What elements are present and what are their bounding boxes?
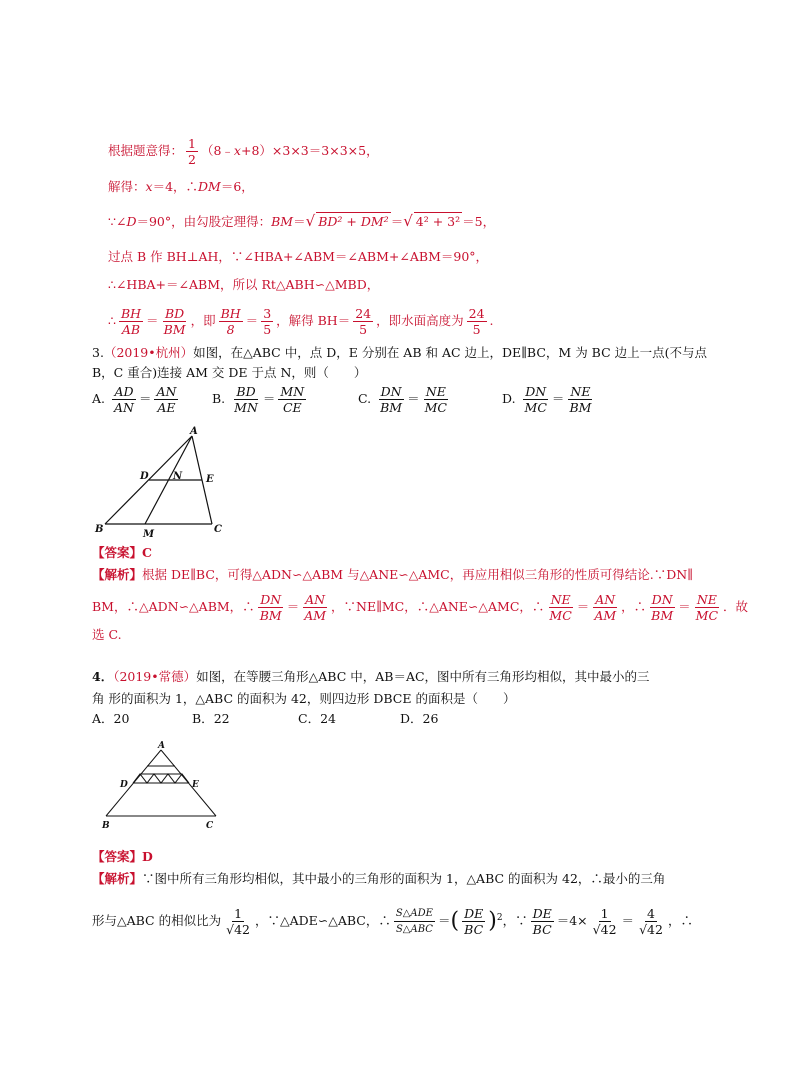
numerator: BH — [220, 306, 241, 321]
text: ＝ — [293, 214, 306, 229]
analysis-text: ．故 — [723, 599, 749, 614]
solution-line-6: ∴ $\frac{BH}{AB}$ ＝ $\frac{BD}{BM}$ ，即 $\frac{BH}{8}$ ＝ $\frac{3}{5}$ ，解得 BH＝ $\frac{24}{5}$ ，即水面高度为 $\frac{24}{5}$ . — [108, 306, 494, 337]
denominator: S△ABC — [395, 924, 433, 935]
numerator: S△ADE — [394, 906, 435, 922]
denominator: MN — [234, 400, 258, 415]
numerator: BH — [120, 306, 142, 321]
label-d: D — [140, 471, 149, 482]
analysis-text: ＝4× — [556, 913, 588, 928]
question-source: （2019•杭州） — [103, 345, 194, 360]
numerator: 1 — [234, 906, 243, 921]
denominator: MC — [424, 400, 447, 415]
fraction — [119, 306, 143, 337]
analysis-text: ，∴ — [667, 913, 693, 928]
numerator: BD — [236, 384, 256, 399]
option-label: D． — [400, 711, 423, 726]
text: +8）×3×3＝3×3×5， — [240, 143, 379, 158]
q4-answer — [92, 848, 153, 866]
radicand: 4² + 3² — [415, 214, 461, 229]
denominator: 5 — [359, 322, 368, 337]
label-b: B — [95, 524, 104, 535]
denominator: √42 — [639, 922, 663, 937]
q4-option-b[interactable] — [192, 710, 230, 728]
q3-option-a[interactable]: A. $\frac{AD}{AN}$ ＝ $\frac{AN}{AE}$ — [92, 384, 177, 415]
radicand: BD² + DM² — [318, 214, 389, 229]
radical-sign: √ — [403, 212, 413, 230]
denominator: √42 — [226, 922, 250, 937]
denominator: MC — [549, 608, 572, 623]
option-label: A. — [92, 391, 106, 406]
label-n: N — [173, 471, 183, 482]
q3-answer — [92, 544, 152, 562]
question-number: 3. — [92, 345, 104, 360]
numerator: AN — [156, 384, 177, 399]
q3-analysis-line-2: BM，∴△ADN∽△ABM，∴ $\frac{DN}{BM}$ ＝ $\frac{AN}{AM}$ ，∵NE∥MC，∴△ANE∽△AMC，∴ $\frac{NE}{MC}$ ＝ $\frac{AN}{AM}$ ，∴ $\frac{DN}{BM}$ ＝ $\frac{NE}{MC}$ ．故 — [92, 592, 749, 623]
option-value: 22 — [213, 711, 230, 726]
q4-option-d[interactable] — [400, 710, 438, 728]
q4-analysis-line-1 — [92, 870, 665, 888]
numerator: 1 — [188, 136, 196, 151]
q4-analysis-line-2: 形与△ABC 的相似比为 $\frac{1}{√42}$ ，∵△ADE∽△ABC，∴ $\frac{\text{S△ADE}}{\text{S△ABC}}$ ＝( $\frac{DE}{BC}$ )$^2$，∵ $\frac{DE}{BC}$ ＝4× $\frac{1}{√42}$ ＝ $\frac{4}{√42}$ ，∴ — [92, 906, 693, 937]
text: ，解得 BH＝ — [276, 313, 351, 328]
analysis-text: ，∵△ADE∽△ABC，∴ — [254, 913, 391, 928]
paren-close: ) — [488, 908, 497, 934]
denominator: 8 — [226, 322, 235, 337]
text: 过点 B 作 BH⊥AH，∵∠HBA+∠ABM＝∠ABM+∠ABM＝90°， — [108, 249, 489, 264]
fraction-half — [186, 136, 198, 167]
label-a: A — [158, 741, 165, 751]
denominator: 5 — [263, 322, 272, 337]
q3-stem-line-2 — [92, 364, 366, 382]
analysis-text: 形与△ABC 的相似比为 — [92, 913, 222, 928]
label-c: C — [214, 524, 222, 535]
label-e: E — [206, 474, 214, 485]
text: ∴∠HBA+＝∠ABM，所以 Rt△ABH∽△MBD， — [108, 277, 380, 292]
paren-open: ( — [450, 908, 460, 934]
option-label: B． — [192, 711, 214, 726]
q3-analysis-line-1 — [92, 566, 693, 584]
q4-triangle-figure — [96, 738, 226, 834]
analysis-text: ，∵ — [502, 913, 528, 928]
text: 解得： — [108, 179, 146, 194]
solution-line-4 — [108, 248, 488, 266]
fraction — [154, 384, 178, 415]
option-value: 20 — [113, 711, 130, 726]
numerator: DN — [525, 384, 547, 399]
question-source: （2019•常德） — [113, 669, 197, 684]
denominator: BM — [259, 608, 282, 623]
fraction — [592, 592, 618, 623]
question-number: 4． — [92, 669, 114, 684]
text: 根据题意得： — [108, 143, 184, 158]
denominator: MC — [695, 608, 719, 623]
denominator: BM — [569, 400, 592, 415]
text: ＝90°，由勾股定理得： — [136, 214, 272, 229]
fraction — [591, 906, 619, 937]
analysis-text: ∵图中所有三角形均相似，其中最小的三角形的面积为 1，△ABC 的面积为 42，∴最小的三角 — [142, 871, 666, 886]
fraction — [112, 384, 136, 415]
numerator: AN — [595, 592, 616, 607]
denominator: AN — [114, 400, 134, 415]
numerator: DE — [464, 906, 484, 921]
question-text: B，C 重合)连接 AM 交 DE 于点 N，则（ ） — [92, 365, 367, 380]
numerator: NE — [425, 384, 446, 399]
q3-option-d[interactable]: D. $\frac{DN}{MC}$ ＝ $\frac{NE}{BM}$ — [502, 384, 592, 415]
label-c: C — [206, 821, 214, 831]
numerator: DN — [380, 384, 402, 399]
q4-option-a[interactable] — [92, 710, 129, 728]
q4-stem-line-1 — [92, 668, 650, 686]
option-label: C． — [298, 711, 321, 726]
q4-options — [92, 710, 492, 728]
variable: x — [233, 143, 241, 158]
text: （8﹣ — [200, 143, 234, 158]
fraction — [378, 384, 404, 415]
fraction — [467, 306, 487, 337]
question-text: 如图，在等腰三角形△ABC 中，AB＝AC，图中所有三角形均相似，其中最小的三 — [196, 669, 650, 684]
denominator: MC — [524, 400, 547, 415]
analysis-text: BM，∴△ADN∽△ABM，∴ — [92, 599, 255, 614]
question-text: 角 形的面积为 1，△ABC 的面积为 42，则四边形 DBCE 的面积是（ ） — [92, 691, 516, 706]
solution-line-5 — [108, 276, 379, 294]
q3-stem-line-1 — [92, 344, 707, 362]
fraction — [523, 384, 549, 415]
denominator: BC — [532, 922, 552, 937]
q3-option-c[interactable]: C. $\frac{DN}{BM}$ ＝ $\frac{NE}{MC}$ — [358, 384, 447, 415]
numerator: DN — [260, 592, 282, 607]
fraction — [462, 906, 485, 937]
denominator: AM — [304, 608, 327, 623]
denominator: BC — [464, 922, 484, 937]
variable: D — [126, 214, 137, 229]
fraction — [423, 384, 449, 415]
numerator: NE — [696, 592, 717, 607]
analysis-text: 选 C. — [92, 627, 122, 642]
q4-option-c[interactable] — [298, 710, 336, 728]
radical-sign: √ — [305, 212, 316, 230]
analysis-text: ，∴ — [621, 599, 647, 614]
q3-analysis-line-3 — [92, 626, 122, 644]
text: ，即水面高度为 — [376, 313, 464, 328]
answer-tag: 【答案】 — [92, 545, 143, 560]
fraction — [302, 592, 328, 623]
text: ＝5， — [462, 214, 496, 229]
numerator: AN — [305, 592, 326, 607]
fraction — [547, 592, 573, 623]
label-e: E — [192, 780, 199, 790]
answer-value: C — [142, 545, 152, 560]
numerator: 3 — [263, 306, 272, 321]
solution-line-2 — [108, 178, 254, 196]
denominator: AE — [157, 400, 176, 415]
variable: DM — [198, 179, 221, 194]
denominator: AM — [594, 608, 617, 623]
q3-option-b[interactable]: B. $\frac{BD}{MN}$ ＝ $\frac{MN}{CE}$ — [212, 384, 305, 415]
numerator: 1 — [600, 906, 609, 921]
fraction — [649, 592, 675, 623]
fraction — [162, 306, 188, 337]
denominator: BM — [651, 608, 674, 623]
denominator: BM — [380, 400, 403, 415]
numerator: NE — [550, 592, 571, 607]
analysis-text: 根据 DE∥BC，可得△ADN∽△ABM 与△ANE∽△AMC，再应用相似三角形的性质可得结论.∵DN∥ — [142, 567, 693, 582]
fraction — [694, 592, 720, 623]
denominator: 5 — [472, 322, 481, 337]
q3-triangle-figure — [90, 424, 240, 542]
fraction — [232, 384, 260, 415]
fraction — [531, 906, 554, 937]
q3-options — [92, 384, 732, 426]
numerator: 24 — [468, 306, 485, 321]
q4-stem-line-2 — [92, 690, 515, 708]
label-m: M — [143, 529, 155, 540]
option-label: A． — [92, 711, 114, 726]
option-value: 26 — [422, 711, 439, 726]
option-label: C. — [358, 391, 372, 406]
answer-value: D — [142, 849, 153, 864]
denominator: 2 — [188, 152, 196, 167]
text: ＝6， — [220, 179, 254, 194]
fraction — [224, 906, 252, 937]
text: ∴ — [108, 313, 116, 328]
denominator: √42 — [592, 922, 617, 937]
exponent: 2 — [496, 912, 503, 923]
question-text: 如图，在△ABC 中，点 D，E 分别在 AB 和 AC 边上，DE∥BC，M 为 BC 边上一点(不与点 — [193, 345, 707, 360]
variable: x — [145, 179, 153, 194]
text: ∵∠ — [108, 214, 127, 229]
text: ＝4，∴ — [152, 179, 199, 194]
fraction — [258, 592, 284, 623]
fraction — [637, 906, 665, 937]
denominator: CE — [282, 400, 302, 415]
fraction — [353, 306, 373, 337]
inner-zigzag — [133, 774, 189, 783]
numerator: DN — [651, 592, 673, 607]
fraction — [219, 306, 243, 337]
text: . — [489, 313, 494, 328]
numerator: 4 — [647, 906, 655, 921]
option-label: D. — [502, 391, 516, 406]
label-b: B — [102, 821, 110, 831]
numerator: NE — [570, 384, 591, 399]
analysis-text: ，∵NE∥MC，∴△ANE∽△AMC，∴ — [331, 599, 545, 614]
analysis-text: ＝ — [621, 913, 635, 928]
numerator: DE — [532, 906, 552, 921]
option-value: 24 — [320, 711, 336, 726]
fraction — [567, 384, 593, 415]
variable: BM — [271, 214, 294, 229]
solution-line-3 — [108, 212, 495, 231]
solution-line-1 — [108, 136, 379, 167]
text: ＝ — [390, 214, 404, 229]
numerator: 24 — [355, 306, 372, 321]
analysis-tag: 【解析】 — [92, 567, 143, 582]
option-label: B. — [212, 391, 226, 406]
denominator: AB — [121, 322, 141, 337]
fraction — [394, 906, 435, 937]
label-a: A — [190, 426, 198, 437]
label-d: D — [120, 780, 128, 790]
fraction — [261, 306, 273, 337]
numerator: AD — [114, 384, 134, 399]
denominator: BM — [163, 322, 186, 337]
fraction — [278, 384, 306, 415]
text: ，即 — [190, 313, 216, 328]
answer-tag: 【答案】 — [92, 849, 143, 864]
numerator: MN — [280, 384, 305, 399]
numerator: BD — [164, 306, 185, 321]
analysis-tag: 【解析】 — [92, 871, 143, 886]
